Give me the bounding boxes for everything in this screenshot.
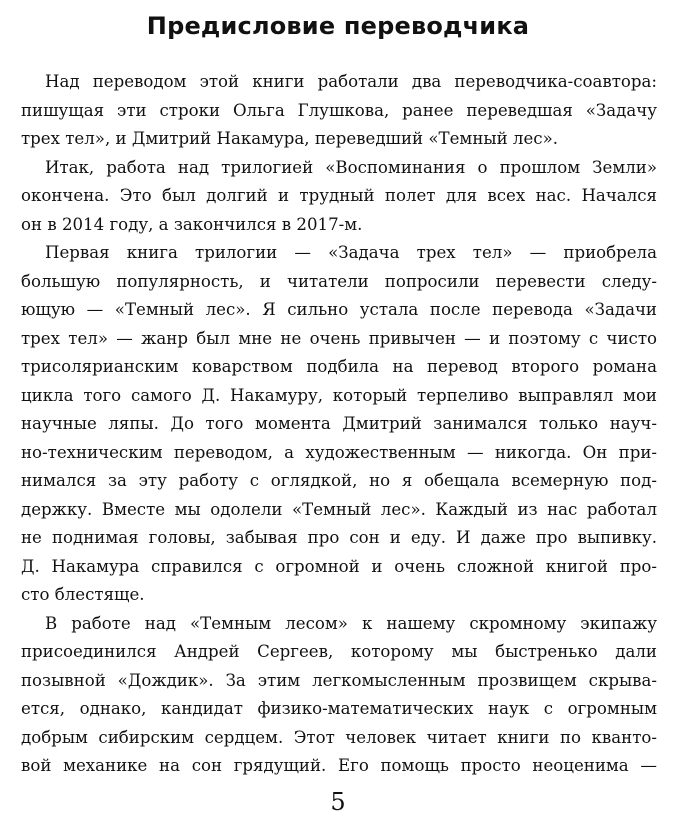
- text-line: цикла того самого Д. Накамуру, который терпеливо выправлял мои: [21, 385, 657, 405]
- text-line: сто блестяще.: [21, 585, 145, 604]
- text-line: Итак, работа над трилогией «Воспоминания о прошлом Земли»: [45, 157, 657, 177]
- page-number: 5: [330, 788, 346, 816]
- page-body: [21, 68, 657, 781]
- text-line: окончена. Это был долгий и трудный полет для всех нас. Начался: [21, 186, 657, 205]
- text-line: большую популярность, и читатели попросили перевести следу-: [21, 271, 657, 291]
- text-line: держку. Вместе мы одолели «Темный лес». Каждый из нас работал: [21, 499, 657, 519]
- text-line: В работе над «Темным лесом» к нашему скромному экипажу: [45, 613, 657, 633]
- paragraph: [21, 68, 657, 154]
- text-line: позывной «Дождик». За этим легкомысленным прозвищем скрыва-: [21, 670, 657, 690]
- text-line: трисолярианским коварством подбила на перевод второго романа: [21, 357, 657, 376]
- text-line: трех тел» — жанр был мне не очень привычен — и поэтому с чисто: [21, 328, 657, 348]
- text-line: научные ляпы. До того момента Дмитрий занимался только науч-: [21, 414, 657, 433]
- text-line: добрым сибирским сердцем. Этот человек читает книги по кванто-: [21, 727, 657, 747]
- text-line: ется, однако, кандидат физико-математических наук с огромным: [21, 699, 657, 718]
- page-title: Предисловие переводчика: [146, 12, 530, 40]
- text-line: не поднимая головы, забывая про сон и еду. И даже про выпивку.: [21, 528, 657, 547]
- text-line: присоединился Андрей Сергеев, которому мы быстренько дали: [21, 642, 657, 661]
- text-line: но-техническим переводом, а художественным — никогда. Он при-: [21, 442, 657, 462]
- text-line: он в 2014 году, а закончился в 2017-м.: [21, 214, 363, 234]
- paragraph: [21, 239, 657, 610]
- paragraph: [21, 610, 657, 781]
- text-line: Над переводом этой книги работали два переводчика-соавтора:: [45, 72, 657, 91]
- text-line: трех тел», и Дмитрий Накамура, переведший «Темный лес».: [21, 129, 559, 148]
- text-line: нимался за эту работу с оглядкой, но я обещала всемерную под-: [21, 471, 657, 490]
- paragraph: [21, 154, 657, 240]
- text-line: вой механике на сон грядущий. Его помощь просто неоценима —: [21, 756, 657, 775]
- text-line: Д. Накамура справился с огромной и очень сложной книгой про-: [21, 556, 657, 576]
- text-line: Первая книга трилогии — «Задача трех тел» — приобрела: [45, 243, 657, 262]
- text-line: пишущая эти строки Ольга Глушкова, ранее переведшая «Задачу: [21, 100, 657, 120]
- text-line: ющую — «Темный лес». Я сильно устала после перевода «Задачи: [21, 300, 657, 319]
